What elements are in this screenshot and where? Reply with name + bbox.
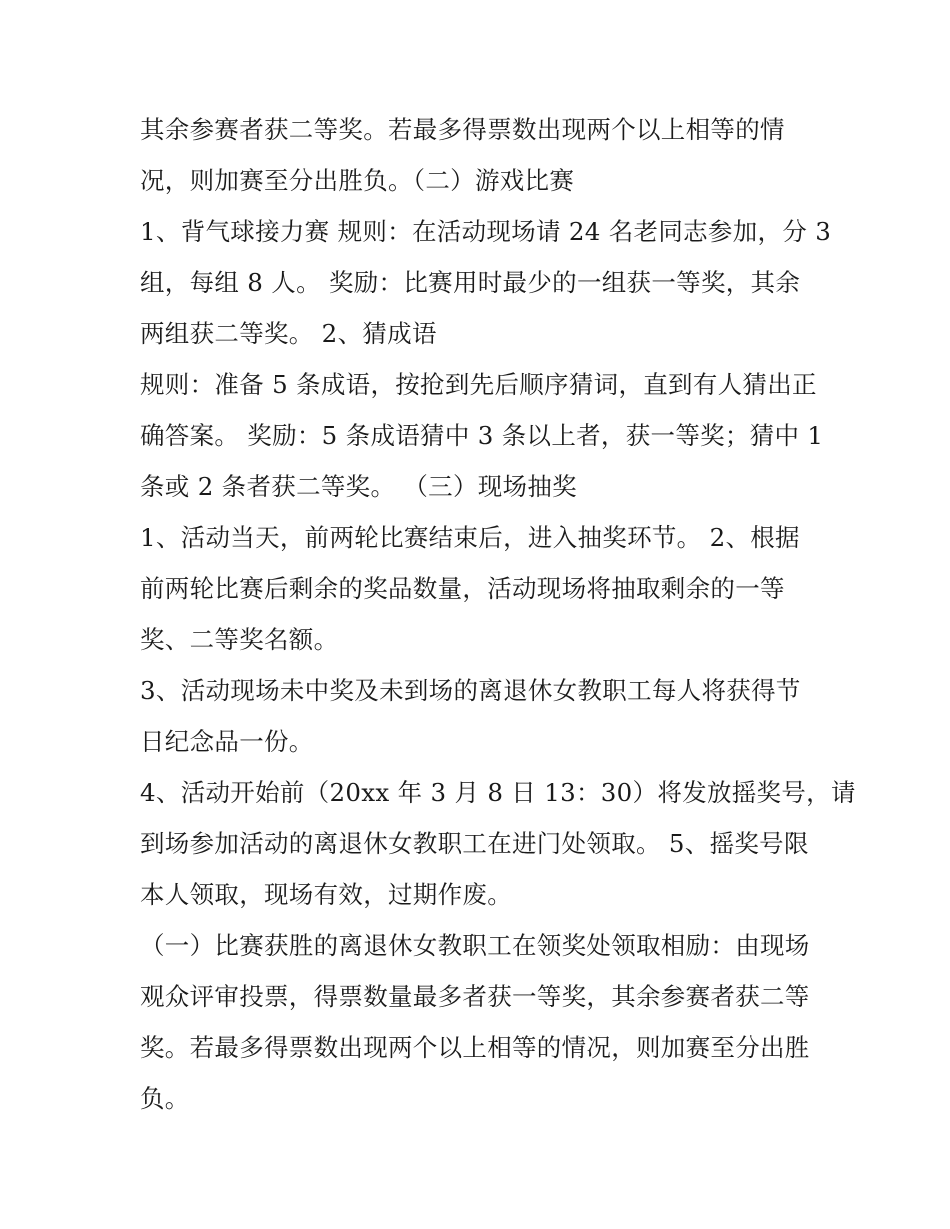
text-line: 况，则加赛至分出胜负。（二）游戏比赛 [140, 166, 575, 195]
text-line: 到场参加活动的离退休女教职工在进门处领取。 5、摇奖号限 [140, 829, 809, 858]
text-line: 前两轮比赛后剩余的奖品数量，活动现场将抽取剩余的一等 [140, 574, 785, 603]
text-line: 1、活动当天，前两轮比赛结束后，进入抽奖环节。 2、根据 [140, 523, 800, 552]
text-line: 观众评审投票，得票数量最多者获一等奖，其余参赛者获二等 [140, 982, 810, 1011]
text-line: 日纪念品一份。 [140, 727, 314, 756]
text-line: 其余参赛者获二等奖。若最多得票数出现两个以上相等的情 [140, 115, 785, 144]
text-line: 组，每组 8 人。 奖励：比赛用时最少的一组获一等奖，其余 [140, 268, 801, 297]
text-line: 奖、二等奖名额。 [140, 625, 339, 654]
text-line: 条或 2 条者获二等奖。 （三）现场抽奖 [140, 472, 577, 501]
text-line: 规则：准备 5 条成语，按抢到先后顺序猜词，直到有人猜出正 [140, 370, 817, 399]
text-line: 确答案。 奖励：5 条成语猜中 3 条以上者，获一等奖；猜中 1 [140, 421, 824, 450]
text-line: 1、背气球接力赛 规则：在活动现场请 24 名老同志参加，分 3 [140, 217, 832, 246]
text-line: （一）比赛获胜的离退休女教职工在领奖处领取相励：由现场 [140, 931, 810, 960]
text-line: 两组获二等奖。 2、猜成语 [140, 319, 437, 348]
text-line: 负。 [140, 1084, 190, 1113]
text-line: 本人领取，现场有效，过期作废。 [140, 880, 512, 909]
text-line: 4、活动开始前（20xx 年 3 月 8 日 13：30）将发放摇奖号，请 [140, 778, 856, 807]
document-body [140, 104, 856, 1124]
text-line: 3、活动现场未中奖及未到场的离退休女教职工每人将获得节 [140, 676, 801, 705]
text-line: 奖。若最多得票数出现两个以上相等的情况，则加赛至分出胜 [140, 1033, 810, 1062]
